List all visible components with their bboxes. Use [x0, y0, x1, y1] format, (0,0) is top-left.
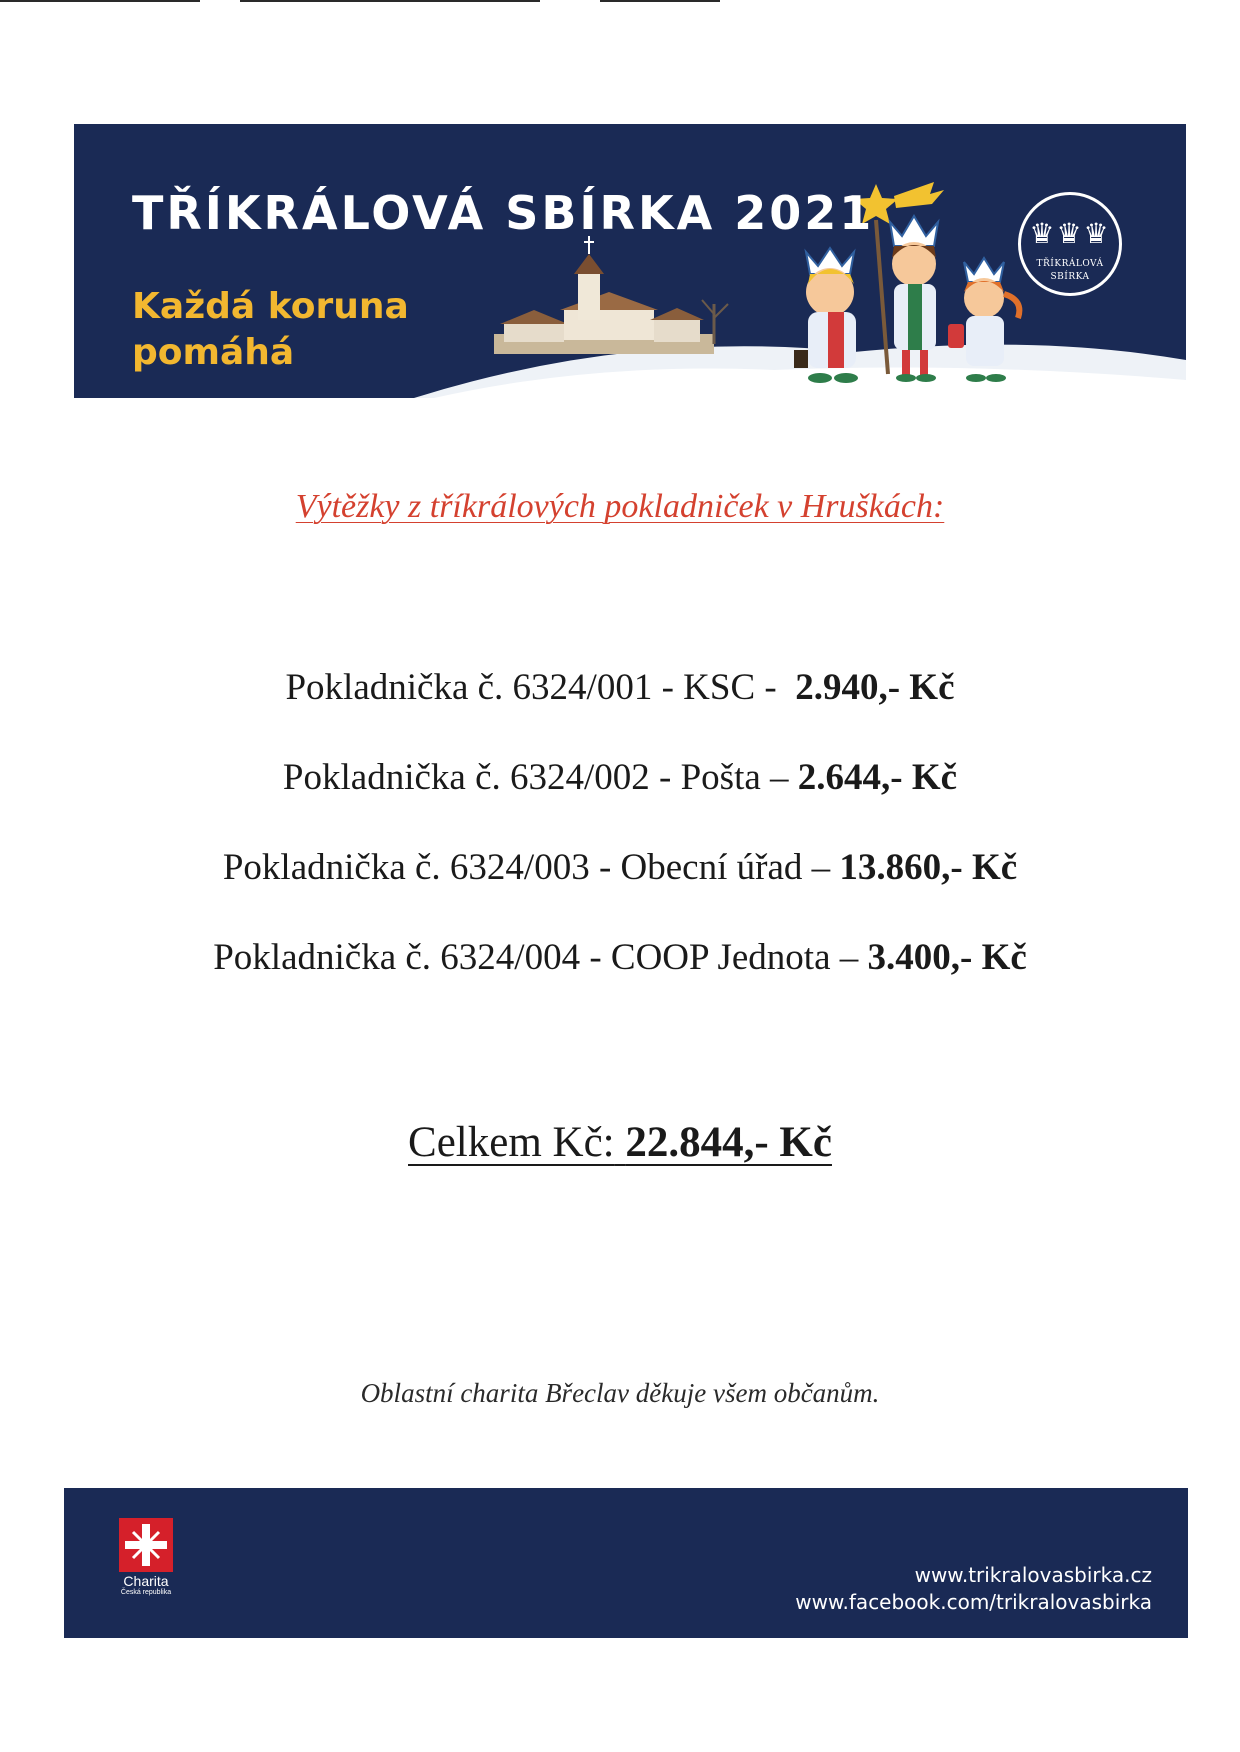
box-label: Pokladnička č. 6324/003 - Obecní úřad – [222, 847, 831, 888]
charita-cross-icon [119, 1518, 173, 1572]
badge-line-2: SBÍRKA [1050, 272, 1090, 282]
box-amount: 2.940,- Kč [795, 667, 955, 708]
donation-box-line [0, 666, 1240, 709]
thanks-note: Oblastní charita Břeclav děkuje všem občanům. [360, 1378, 880, 1408]
box-amount: 13.860,- Kč [839, 847, 1018, 888]
charita-name: Charita [123, 1573, 169, 1589]
box-label: Pokladnička č. 6324/004 - COOP Jednota – [213, 937, 859, 978]
scan-edge-mark [600, 0, 720, 2]
collection-heading: Výtěžky z tříkrálových pokladniček v Hruškách: [295, 488, 945, 525]
total-underlined [408, 1119, 832, 1166]
website-link[interactable]: www.trikralovasbirka.cz [914, 1563, 1152, 1587]
header-banner [74, 124, 1186, 398]
donation-box-line [0, 846, 1240, 889]
box-amount: 2.644,- Kč [797, 757, 958, 798]
trikralova-sbirka-badge-logo [1018, 192, 1122, 296]
scan-edge-mark [0, 0, 200, 2]
footer-banner [64, 1488, 1188, 1638]
facebook-link[interactable]: www.facebook.com/trikralovasbirka [795, 1590, 1152, 1614]
total-amount: 22.844,- Kč [625, 1119, 832, 1166]
slogan-line-2: pomáhá [132, 332, 295, 373]
crowns-icon: ♛♛♛ [1029, 217, 1111, 250]
box-amount: 3.400,- Kč [867, 937, 1027, 978]
banner-title: TŘÍKRÁLOVÁ SBÍRKA 2021 [132, 186, 875, 240]
footer-links [795, 1562, 1152, 1616]
village-illustration [494, 236, 728, 354]
scan-edge-mark [240, 0, 540, 2]
three-kings-illustration [794, 216, 1019, 383]
badge-line-1: TŘÍKRÁLOVÁ [1036, 259, 1104, 269]
slogan-line-1: Každá koruna [132, 286, 409, 327]
charita-subtitle: Česká republika [120, 1589, 172, 1596]
box-label: Pokladnička č. 6324/001 - KSC - [285, 667, 777, 708]
donation-box-line [0, 936, 1240, 979]
total-label: Celkem Kč: [408, 1119, 615, 1166]
total-line [0, 1118, 1240, 1167]
donation-box-line [0, 756, 1240, 799]
charita-logo [112, 1518, 180, 1608]
box-label: Pokladnička č. 6324/002 - Pošta – [282, 757, 789, 798]
banner-slogan [132, 284, 409, 376]
